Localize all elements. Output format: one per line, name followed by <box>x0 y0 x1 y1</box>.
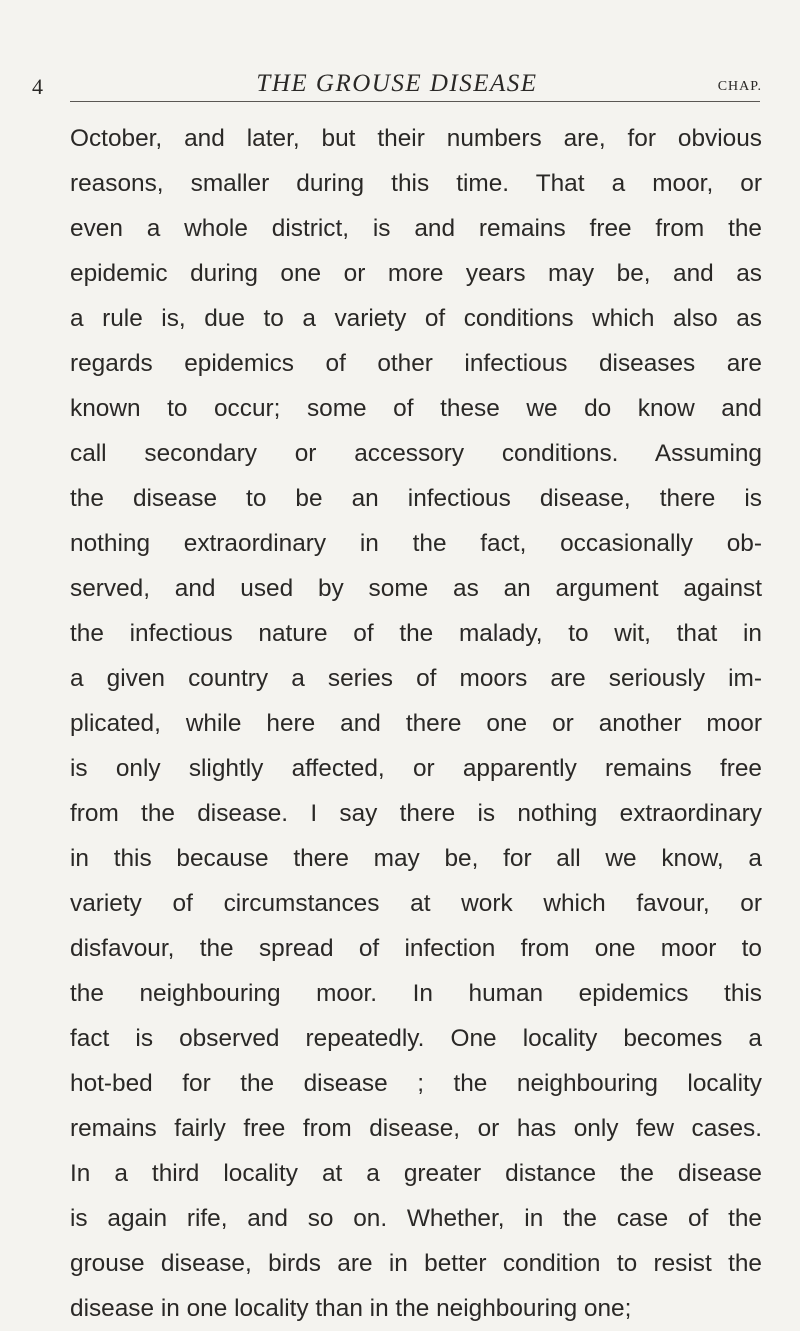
header-rule <box>70 101 760 102</box>
text-line: nothing extraordinary in the fact, occasionally ob- <box>70 530 762 557</box>
running-title: THE GROUSE DISEASE <box>256 70 538 97</box>
text-line: call secondary or accessory conditions. Assuming <box>70 440 762 467</box>
text-line: remains fairly free from disease, or has only few cases. <box>70 1115 762 1142</box>
text-line: plicated, while here and there one or another moor <box>70 710 762 737</box>
text-line: fact is observed repeatedly. One locality becomes a <box>70 1025 762 1052</box>
text-line: a rule is, due to a variety of conditions which also as <box>70 305 762 332</box>
text-line: the neighbouring moor. In human epidemics this <box>70 980 762 1007</box>
text-line: hot-bed for the disease ; the neighbouring locality <box>70 1070 762 1097</box>
text-line: is only slightly affected, or apparently remains free <box>70 755 762 782</box>
text-line: a given country a series of moors are seriously im- <box>70 665 762 692</box>
running-head <box>32 64 762 100</box>
text-line: even a whole district, is and remains free from the <box>70 215 762 242</box>
text-line: the disease to be an infectious disease, there is <box>70 485 762 512</box>
text-line: epidemic during one or more years may be, and as <box>70 260 762 287</box>
text-line: regards epidemics of other infectious diseases are <box>70 350 762 377</box>
text-line: is again rife, and so on. Whether, in the case of the <box>70 1205 762 1232</box>
text-line: grouse disease, birds are in better condition to resist the <box>70 1250 762 1277</box>
text-line: served, and used by some as an argument against <box>70 575 762 602</box>
text-line: from the disease. I say there is nothing extraordinary <box>70 800 762 827</box>
page-number: 4 <box>32 74 43 99</box>
text-line: known to occur; some of these we do know and <box>70 395 762 422</box>
text-line: disease in one locality than in the neighbouring one; <box>70 1295 632 1322</box>
text-line: variety of circumstances at work which favour, or <box>70 890 762 917</box>
text-line: reasons, smaller during this time. That a moor, or <box>70 170 762 197</box>
text-line: in this because there may be, for all we know, a <box>70 845 762 872</box>
text-line: In a third locality at a greater distance the disease <box>70 1160 762 1187</box>
body-text <box>70 116 762 1331</box>
text-line: disfavour, the spread of infection from one moor to <box>70 935 762 962</box>
text-line: the infectious nature of the malady, to wit, that in <box>70 620 762 647</box>
text-line: October, and later, but their numbers are, for obvious <box>70 125 762 152</box>
chapter-label: CHAP. <box>717 79 762 94</box>
